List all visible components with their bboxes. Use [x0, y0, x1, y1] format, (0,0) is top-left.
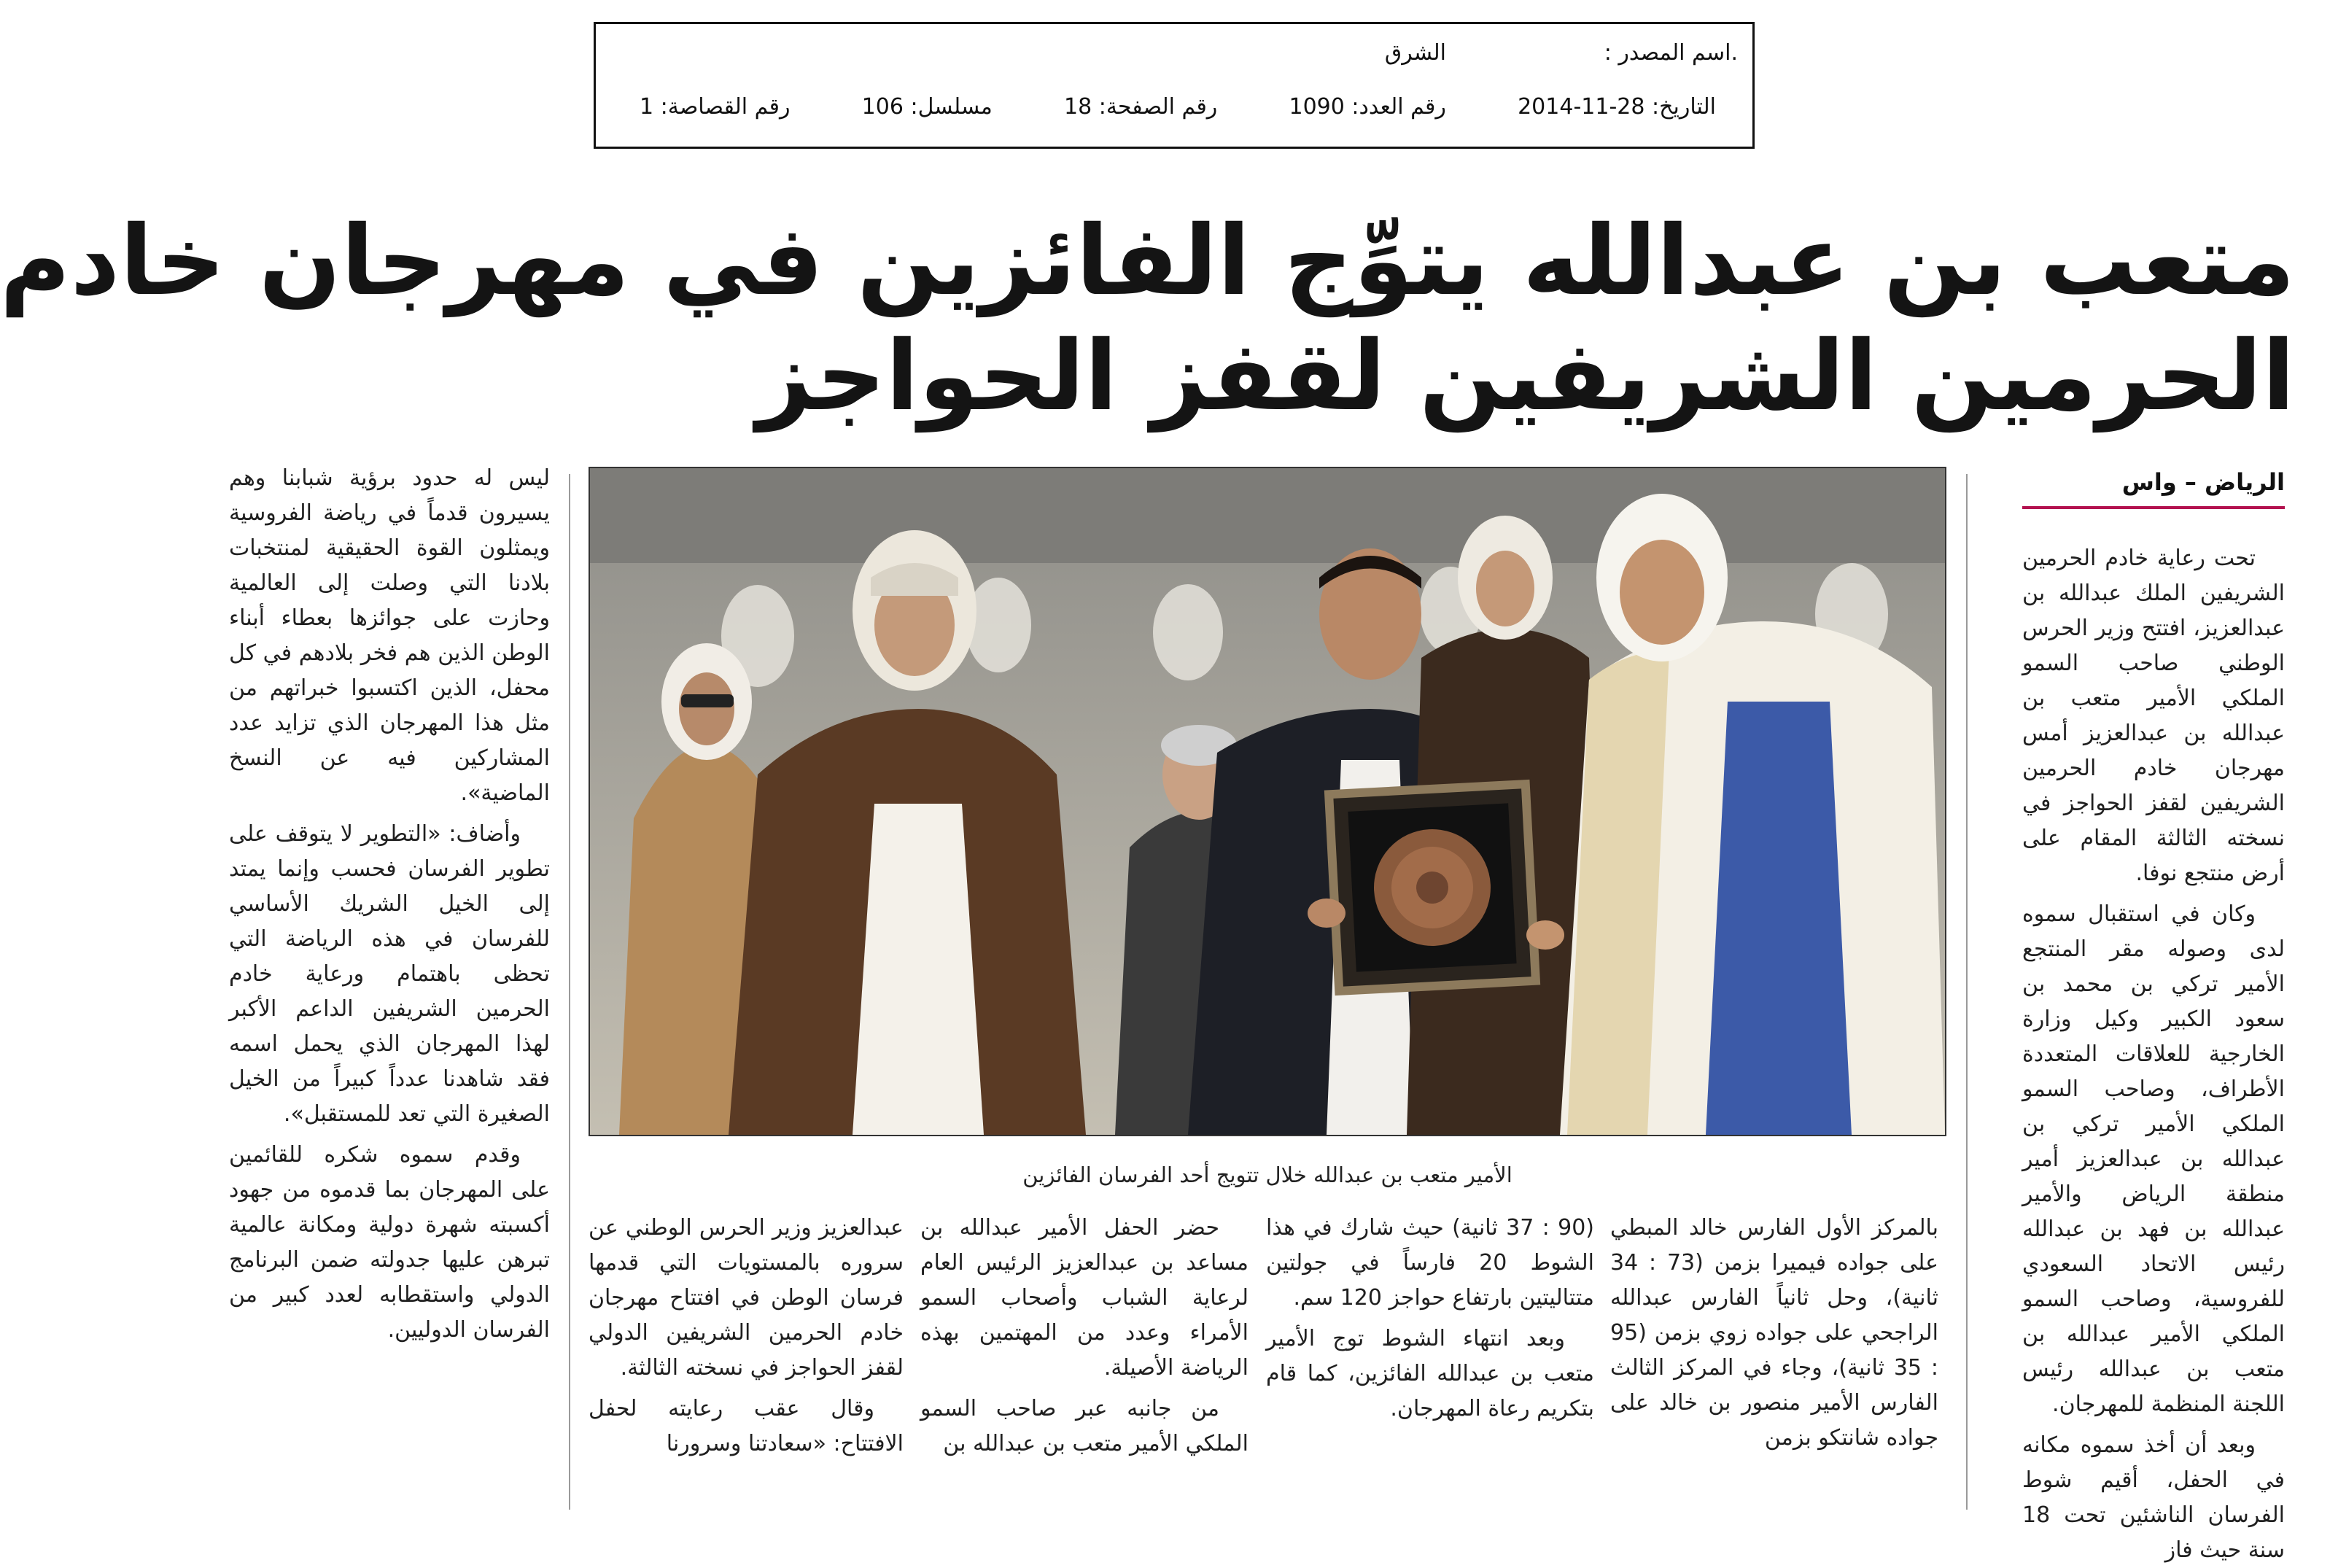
- source-label: .اسم المصدر :: [1604, 40, 1738, 66]
- photo-caption: الأمير متعب بن عبدالله خلال تتويج أحد الفرسان الفائزين: [1022, 1163, 1512, 1187]
- article-column-bottom-1: [1610, 1211, 1938, 1510]
- paragraph: بالمركز الأول الفارس خالد المبطي على جواده فيميرا بزمن (73 : 34 ثانية)، وحل ثانياً الفارس عبدالله الراجحي على جواده زوي بزمن (95 : 35 ثانية)، وجاء في المركز الثالث الفارس الأمير منصور بن خالد على جواده شانتكو بزمن: [1610, 1215, 1938, 1451]
- column-divider: [569, 474, 570, 1510]
- paragraph: من جانبه عبر صاحب السمو الملكي الأمير متعب بن عبدالله بن: [920, 1396, 1249, 1456]
- column-divider: [1966, 474, 1968, 1510]
- paragraph: وبعد انتهاء الشوط توج الأمير متعب بن عبدالله الفائزين، كما قام بتكريم رعاة المهرجان.: [1266, 1326, 1594, 1421]
- page-field: رقم الصفحة: 18: [1064, 94, 1218, 120]
- article-column-bottom-4: [589, 1211, 904, 1510]
- paragraph: (90 : 37 ثانية) حيث شارك في هذا الشوط 20 فارساً في جولتين متتاليتين بارتفاع حواجز 120 سم.: [1266, 1215, 1595, 1311]
- paragraph: ليس له حدود برؤية شبابنا وهم يسيرون قدماً في رياضة الفروسية ويمثلون القوة الحقيقية لمنتخبات بلادنا التي وصلت إلى العالمية وحازت على جوائزها بعطاء أبناء الوطن الذين هم فخر بلادهم في كل محفل، الذين اكتسبوا خبراتهم من مثل هذا المهرجان الذي تزايد عدد المشاركين فيه عن النسخ الماضية».: [229, 465, 550, 806]
- paragraph: عبدالعزيز وزير الحرس الوطني عن سروره بالمستويات التي قدمها فرسان الوطن في افتتاح مهرجان خادم الحرمين الشريفين الدولي لقفز الحواجز في نسخته الثالثة.: [589, 1215, 904, 1381]
- paragraph: وقال عقب رعايته لحفل الافتتاح: «سعادتنا وسرورنا: [589, 1396, 904, 1456]
- clip-field: رقم القصاصة: 1: [640, 94, 791, 120]
- paragraph: وبعد أن أخذ سموه مكانه في الحفل، أقيم شوط الفرسان الناشئين تحت 18 سنة حيث فاز: [2022, 1432, 2285, 1563]
- headline-line-1: متعب بن عبدالله يتوِّج الفائزين في مهرجان خادم: [0, 205, 2295, 317]
- article-column-right: [2022, 541, 2285, 1563]
- paragraph: وقدم سموه شكره للقائمين على المهرجان بما قدموه من جهود أكسبته شهرة دولية ومكانة عالمية تبرهن عليها جدولته ضمن البرنامج الدولي واستقطابه لعدد كبير من الفرسان الدوليين.: [229, 1142, 550, 1343]
- date-field: التاريخ: 28-11-2014: [1518, 94, 1716, 120]
- article-column-bottom-2: [1266, 1211, 1594, 1510]
- article-column-left: [229, 461, 550, 1511]
- dateline: الرياض – واس: [2022, 468, 2285, 509]
- clipping-metadata-box: [594, 22, 1755, 149]
- article-column-bottom-3: [920, 1211, 1249, 1510]
- news-photo: [589, 467, 1946, 1136]
- headline-line-2: الحرمين الشريفين لقفز الحواجز: [756, 320, 2295, 432]
- issue-field: رقم العدد: 1090: [1289, 94, 1446, 120]
- award-ceremony-photo: [590, 468, 1945, 1135]
- paragraph: وأضاف: «التطوير لا يتوقف على تطوير الفرسان فحسب وإنما يمتد إلى الخيل الشريك الأساسي للفرسان في هذه الرياضة التي تحظى باهتمام ورعاية خادم الحرمين الشريفين الداعم الأكبر لهذا المهرجان الذي يحمل اسمه فقد شاهدنا عدداً كبيراً من الخيل الصغيرة التي تعد للمستقبل».: [229, 821, 550, 1127]
- paragraph: وكان في استقبال سموه لدى وصوله مقر المنتجع الأمير تركي بن محمد بن سعود الكبير وكيل وزارة الخارجية للعلاقات المتعددة الأطراف، وصاحب السمو الملكي الأمير تركي بن عبدالله بن عبدالعزيز أمير منطقة الرياض والأمير عبدالله بن فهد بن عبدالله رئيس الاتحاد السعودي للفروسية، وصاحب السمو الملكي الأمير عبدالله بن متعب بن عبدالله رئيس اللجنة المنظمة للمهرجان.: [2022, 901, 2285, 1417]
- paragraph: تحت رعاية خادم الحرمين الشريفين الملك عبدالله بن عبدالعزيز، افتتح وزير الحرس الوطني صاحب السمو الملكي الأمير متعب بن عبدالله بن عبدالعزيز أمس مهرجان خادم الحرمين الشريفين لقفز الحواجز في نسخته الثالثة المقام على أرض منتجع نوفا.: [2022, 546, 2285, 886]
- serial-field: مسلسل: 106: [861, 94, 993, 120]
- paragraph: حضر الحفل الأمير عبدالله بن مساعد بن عبدالعزيز الرئيس العام لرعاية الشباب وأصحاب السمو الأمراء وعدد من المهتمين بهذه الرياضة الأصيلة.: [920, 1215, 1249, 1381]
- source-value: الشرق: [1384, 40, 1446, 66]
